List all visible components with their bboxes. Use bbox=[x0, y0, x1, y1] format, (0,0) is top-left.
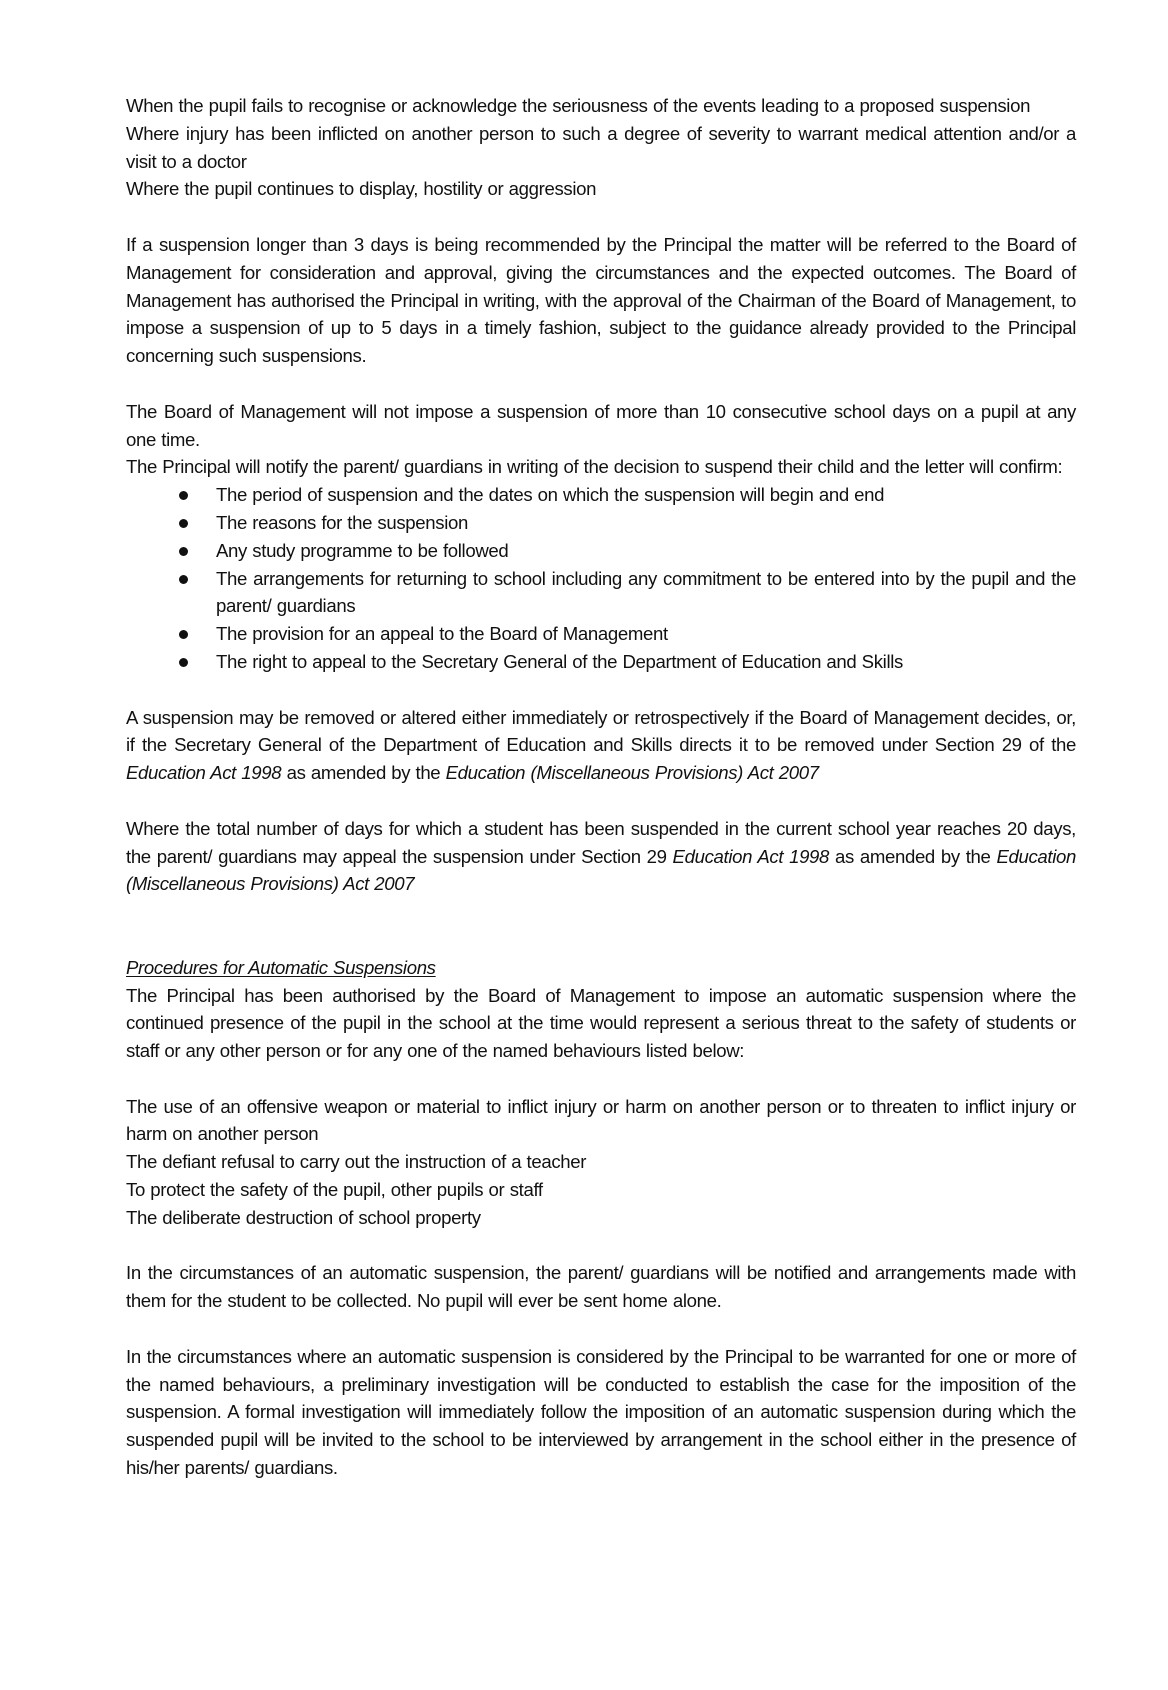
bullet-icon bbox=[179, 658, 188, 667]
spacer bbox=[126, 1065, 1076, 1093]
bullet-icon bbox=[179, 491, 188, 500]
suspension-conditions bbox=[126, 92, 1076, 203]
paragraph-collection: In the circumstances of an automatic suspension, the parent/ guardians will be notified and arrangements made with them for the student to be collected. No pupil will ever be sent home alone. bbox=[126, 1262, 1076, 1312]
list-item: The period of suspension and the dates on which the suspension will begin and end bbox=[216, 481, 1076, 509]
behaviour-line: To protect the safety of the pupil, other pupils or staff bbox=[126, 1179, 543, 1201]
paragraph-removal: A suspension may be removed or altered either immediately or retrospectively if the Board of Management decides, or, if the Secretary General of the Department of Education and Skills directs it to be removed under Section 29 of the Education Act 1998 as amended by the Education (Miscellaneous Provisions) Act 2007 bbox=[126, 706, 1076, 784]
behaviour-line: The defiant refusal to carry out the instruction of a teacher bbox=[126, 1151, 587, 1173]
list-item: Any study programme to be followed bbox=[216, 537, 1076, 565]
bullet-icon bbox=[179, 547, 188, 556]
paragraph-total-days: Where the total number of days for which a student has been suspended in the current school year reaches 20 days, the parent/ guardians may appeal the suspension under Section 29 Education Act 1998 as amended by the Education (Miscellaneous Provisions) Act 2007 bbox=[126, 817, 1076, 895]
list-item: The arrangements for returning to school including any commitment to be entered into by the pupil and the parent/ guardians bbox=[216, 565, 1076, 621]
spacer bbox=[126, 898, 1076, 954]
spacer bbox=[126, 203, 1076, 231]
document-page bbox=[126, 92, 1076, 1482]
paragraph-notify: The Principal will notify the parent/ guardians in writing of the decision to suspend their child and the letter will confirm: bbox=[126, 456, 1063, 478]
bullet-icon bbox=[179, 575, 188, 584]
paragraph-limit: The Board of Management will not impose a suspension of more than 10 consecutive school days on a pupil at any one time. bbox=[126, 400, 1076, 450]
list-item: The provision for an appeal to the Board of Management bbox=[216, 620, 1076, 648]
letter-confirm-list bbox=[126, 481, 1076, 676]
spacer bbox=[126, 676, 1076, 704]
condition-line: Where the pupil continues to display, hostility or aggression bbox=[126, 178, 597, 200]
bullet-icon bbox=[179, 630, 188, 639]
list-item: The right to appeal to the Secretary General of the Department of Education and Skills bbox=[216, 648, 1076, 676]
section-heading: Procedures for Automatic Suspensions bbox=[126, 956, 436, 978]
behaviour-line: The use of an offensive weapon or material to inflict injury or harm on another person or to threaten to inflict injury or harm on another person bbox=[126, 1095, 1076, 1145]
spacer bbox=[126, 787, 1076, 815]
named-behaviours bbox=[126, 1093, 1076, 1232]
spacer bbox=[126, 370, 1076, 398]
spacer bbox=[126, 1315, 1076, 1343]
condition-line: When the pupil fails to recognise or acknowledge the seriousness of the events leading to a proposed suspension bbox=[126, 95, 1031, 116]
paragraph-investigation: In the circumstances where an automatic suspension is considered by the Principal to be warranted for one or more of the named behaviours, a preliminary investigation will be conducted to establish the case for the imposition of the suspension. A formal investigation will immediately follow the imposition of an automatic suspension during which the suspended pupil will be invited to the school to be interviewed by arrangement in the school either in the presence of his/her parents/ guardians. bbox=[126, 1345, 1076, 1479]
spacer bbox=[126, 1232, 1076, 1260]
list-item: The reasons for the suspension bbox=[216, 509, 1076, 537]
bullet-icon bbox=[179, 519, 188, 528]
behaviour-line: The deliberate destruction of school property bbox=[126, 1206, 481, 1228]
paragraph-authorised: The Principal has been authorised by the Board of Management to impose an automatic suspension where the continued presence of the pupil in the school at the time would represent a serious threat to the safety of students or staff or any other person or for any one of the named behaviours listed below: bbox=[126, 984, 1076, 1062]
condition-line: Where injury has been inflicted on another person to such a degree of severity to warrant medical attention and/or a visit to a doctor bbox=[126, 122, 1076, 172]
paragraph-recommendation: If a suspension longer than 3 days is being recommended by the Principal the matter will be referred to the Board of Management for consideration and approval, giving the circumstances and the expected outcomes. The Board of Management has authorised the Principal in writing, with the approval of the Chairman of the Board of Management, to impose a suspension of up to 5 days in a timely fashion, subject to the guidance already provided to the Principal concerning such suspensions. bbox=[126, 233, 1076, 367]
